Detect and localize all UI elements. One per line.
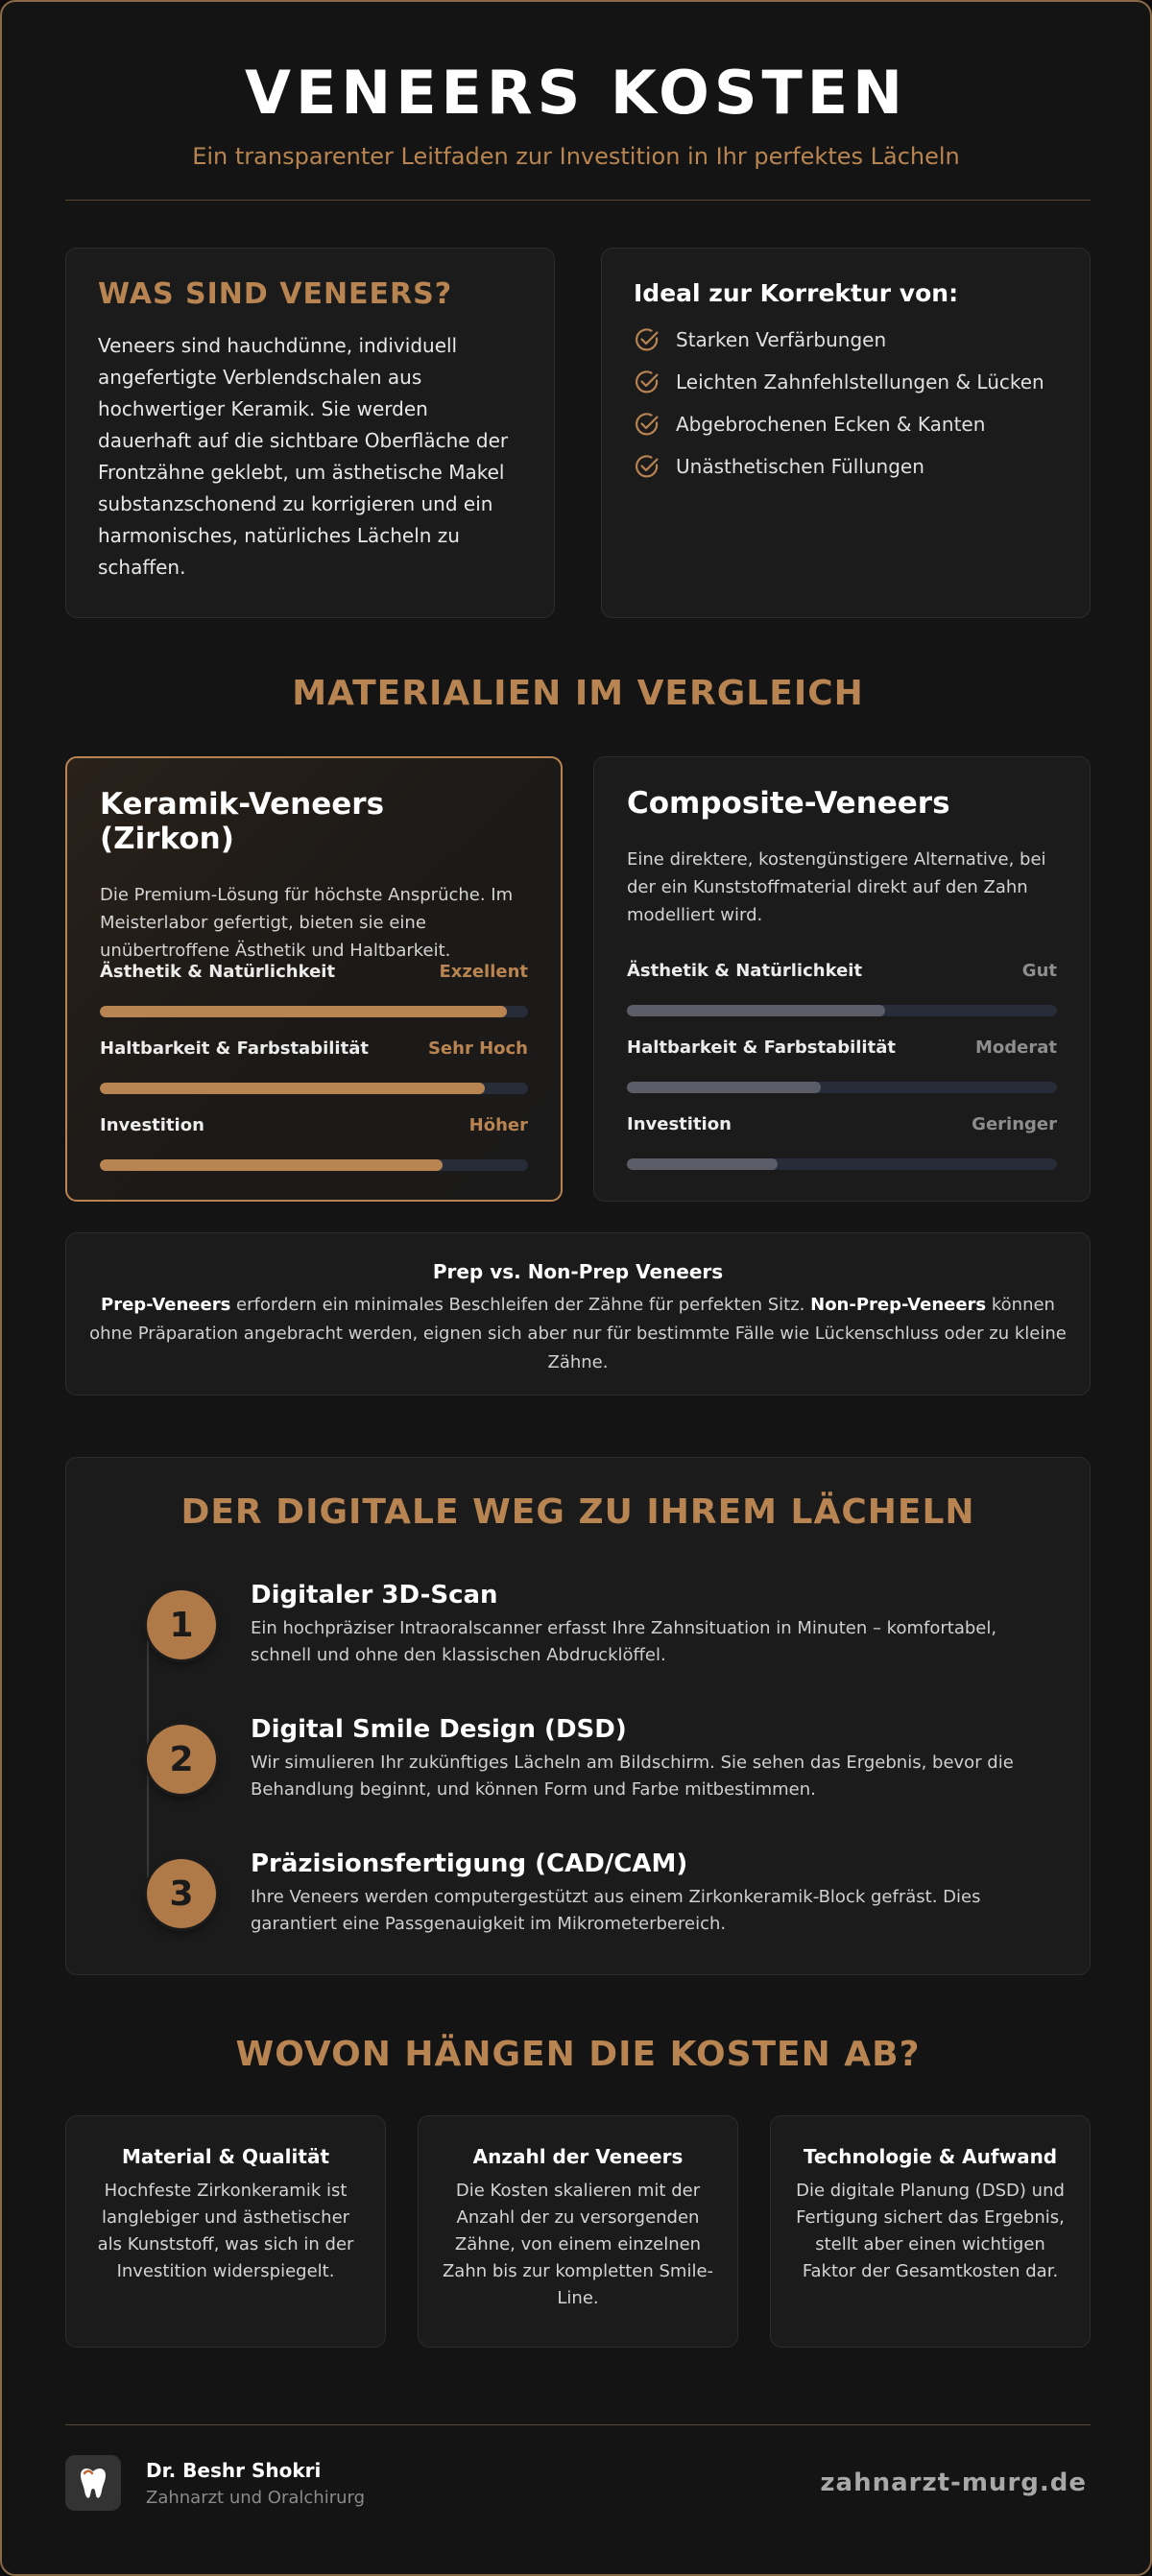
rating-label: Haltbarkeit & Farbstabilität [627,1038,896,1058]
step-text: Wir simulieren Ihr zukünftiges Lächeln am Bildschirm. Sie sehen das Ergebnis, bevor die Behandlung beginnt, und können Form und Farbe mitbestimmen. [251,1753,1014,1800]
footer-divider [65,2424,1091,2425]
prep-text-part: erfordern ein minimales Beschleifen der Zähne für perfekten Sitz. [230,1295,811,1315]
list-item-label: Leichten Zahnfehlstellungen & Lücken [676,370,1044,394]
prep-text [85,1291,1070,1377]
rating-bar [100,1159,528,1171]
what-are-veneers-card [65,248,555,618]
rating-value: Höher [468,1115,528,1135]
website-link[interactable]: zahnarzt-murg.de [820,2469,1087,2497]
step-number: 2 [147,1725,216,1794]
rating-label: Ästhetik & Natürlichkeit [100,962,336,982]
step-text: Ihre Veneers werden computergestützt aus einem Zirkonkeramik-Block gefräst. Dies garantiert eine Passgenauigkeit im Mikrometerbereich. [251,1887,981,1934]
rating-bar [627,1158,1057,1170]
rating-value: Exzellent [439,962,528,982]
what-are-veneers-title: WAS SIND VENEERS? [98,277,453,311]
rating-value: Gut [1021,961,1057,981]
ideal-for-card [601,248,1091,618]
cost-factor-card [418,2115,738,2348]
ideal-for-title: Ideal zur Korrektur von: [634,279,959,307]
practice-logo [65,2455,121,2511]
cost-factor-text: Die digitale Planung (DSD) und Fertigung sichert das Ergebnis, stellt aber einen wichtigen Faktor der Gesamtkosten dar. [796,2181,1065,2281]
header [2,2,1150,170]
rating-bar-fill [627,1158,778,1170]
header-divider [65,200,1091,201]
rating-label: Haltbarkeit & Farbstabilität [100,1038,369,1059]
cost-factor-title: Material & Qualität [121,2145,330,2168]
rating-label: Ästhetik & Natürlichkeit [627,961,863,981]
nonprep-term: Non-Prep-Veneers [810,1295,987,1315]
step [251,1581,1038,1669]
rating-bar-fill [100,1006,507,1017]
cost-factor-title: Anzahl der Veneers [472,2145,684,2168]
costs-title: WOVON HÄNGEN DIE KOSTEN AB? [235,2035,921,2074]
rating-bar-fill [627,1005,885,1016]
rating-bar [627,1005,1057,1016]
composite-veneers-card [593,756,1091,1202]
list-item-label: Unästhetischen Füllungen [676,455,924,478]
step-number: 1 [147,1590,216,1659]
list-item [634,403,1058,445]
step [251,1715,1038,1803]
rating-label: Investition [100,1115,204,1135]
check-circle-icon [634,369,660,395]
step-title: Digitaler 3D-Scan [251,1581,498,1610]
composite-title: Composite-Veneers [627,786,950,821]
page-subtitle: Ein transparenter Leitfaden zur Investition in Ihr perfektes Lächeln [192,143,960,170]
check-circle-icon [634,453,660,480]
doctor-name: Dr. Beshr Shokri [146,2459,322,2482]
step-title: Präzisionsfertigung (CAD/CAM) [251,1849,688,1878]
cost-factor-text: Die Kosten skalieren mit der Anzahl der zu versorgenden Zähne, von einem einzelnen Zahn bis zur kompletten Smile-Line. [442,2181,714,2308]
list-item-label: Starken Verfärbungen [676,328,887,351]
materials-title: MATERIALIEN IM VERGLEICH [292,674,864,713]
page-title: VENEERS KOSTEN [244,58,908,128]
step-number: 3 [147,1859,216,1928]
cost-factor-title: Technologie & Aufwand [803,2145,1058,2168]
prep-vs-nonprep-card [65,1232,1091,1395]
list-item [634,445,1058,488]
cost-factor-card [65,2115,386,2348]
ceramic-veneers-card [65,756,563,1202]
check-circle-icon [634,326,660,353]
cost-factor-card [770,2115,1091,2348]
prep-term: Prep-Veneers [101,1295,231,1315]
rating-value: Moderat [975,1038,1057,1058]
what-are-veneers-text: Veneers sind hauchdünne, individuell angefertigte Verblendschalen aus hochwertiger Keramik. Sie werden dauerhaft auf die sichtbare Oberfläche der Frontzähne geklebt, um ästhetische Makel substanzschonend zu korrigieren und ein harmonisches, natürliches Lächeln zu schaffen. [98,334,509,579]
ideal-for-list [634,319,1058,488]
list-item [634,361,1058,403]
rating-value: Sehr Hoch [427,1038,528,1059]
rating-bar [627,1082,1057,1093]
doctor-role: Zahnarzt und Oralchirurg [146,2488,366,2508]
composite-description: Eine direktere, kostengünstigere Alternative, bei der ein Kunststoffmaterial direkt auf den Zahn modelliert wird. [627,849,1046,925]
steps-title: DER DIGITALE WEG ZU IHREM LÄCHELN [180,1492,975,1532]
rating-bar [100,1006,528,1017]
rating-bar [100,1083,528,1094]
cost-factor-text: Hochfeste Zirkonkeramik ist langlebiger und ästhetischer als Kunststoff, was sich in der Investition widerspiegelt. [97,2181,354,2281]
ceramic-title: Keramik-Veneers (Zirkon) [100,787,385,856]
ceramic-description: Die Premium-Lösung für höchste Ansprüche. Im Meisterlabor gefertigt, bieten sie eine unübertroffene Ästhetik und Haltbarkeit. [100,885,514,961]
step-text: Ein hochpräziser Intraoralscanner erfasst Ihre Zahnsituation in Minuten – komfortabel, schnell und ohne den klassischen Abdrucklöffel. [251,1618,997,1665]
digital-steps-card [65,1457,1091,1975]
list-item [634,319,1058,361]
prep-title: Prep vs. Non-Prep Veneers [432,1260,724,1283]
rating-bar-fill [627,1082,821,1093]
tooth-icon [79,2466,108,2500]
rating-value: Geringer [972,1114,1057,1134]
step [251,1849,1038,1938]
rating-bar-fill [100,1083,485,1094]
check-circle-icon [634,411,660,438]
rating-label: Investition [627,1114,732,1134]
step-title: Digital Smile Design (DSD) [251,1715,627,1744]
nonprep-text-part: können ohne Präparation angebracht werden, eignen sich aber nur für bestimmte Fälle wie Lückenschluss oder zu kleine Zähne. [89,1295,1067,1372]
rating-bar-fill [100,1159,443,1171]
list-item-label: Abgebrochenen Ecken & Kanten [676,413,986,436]
